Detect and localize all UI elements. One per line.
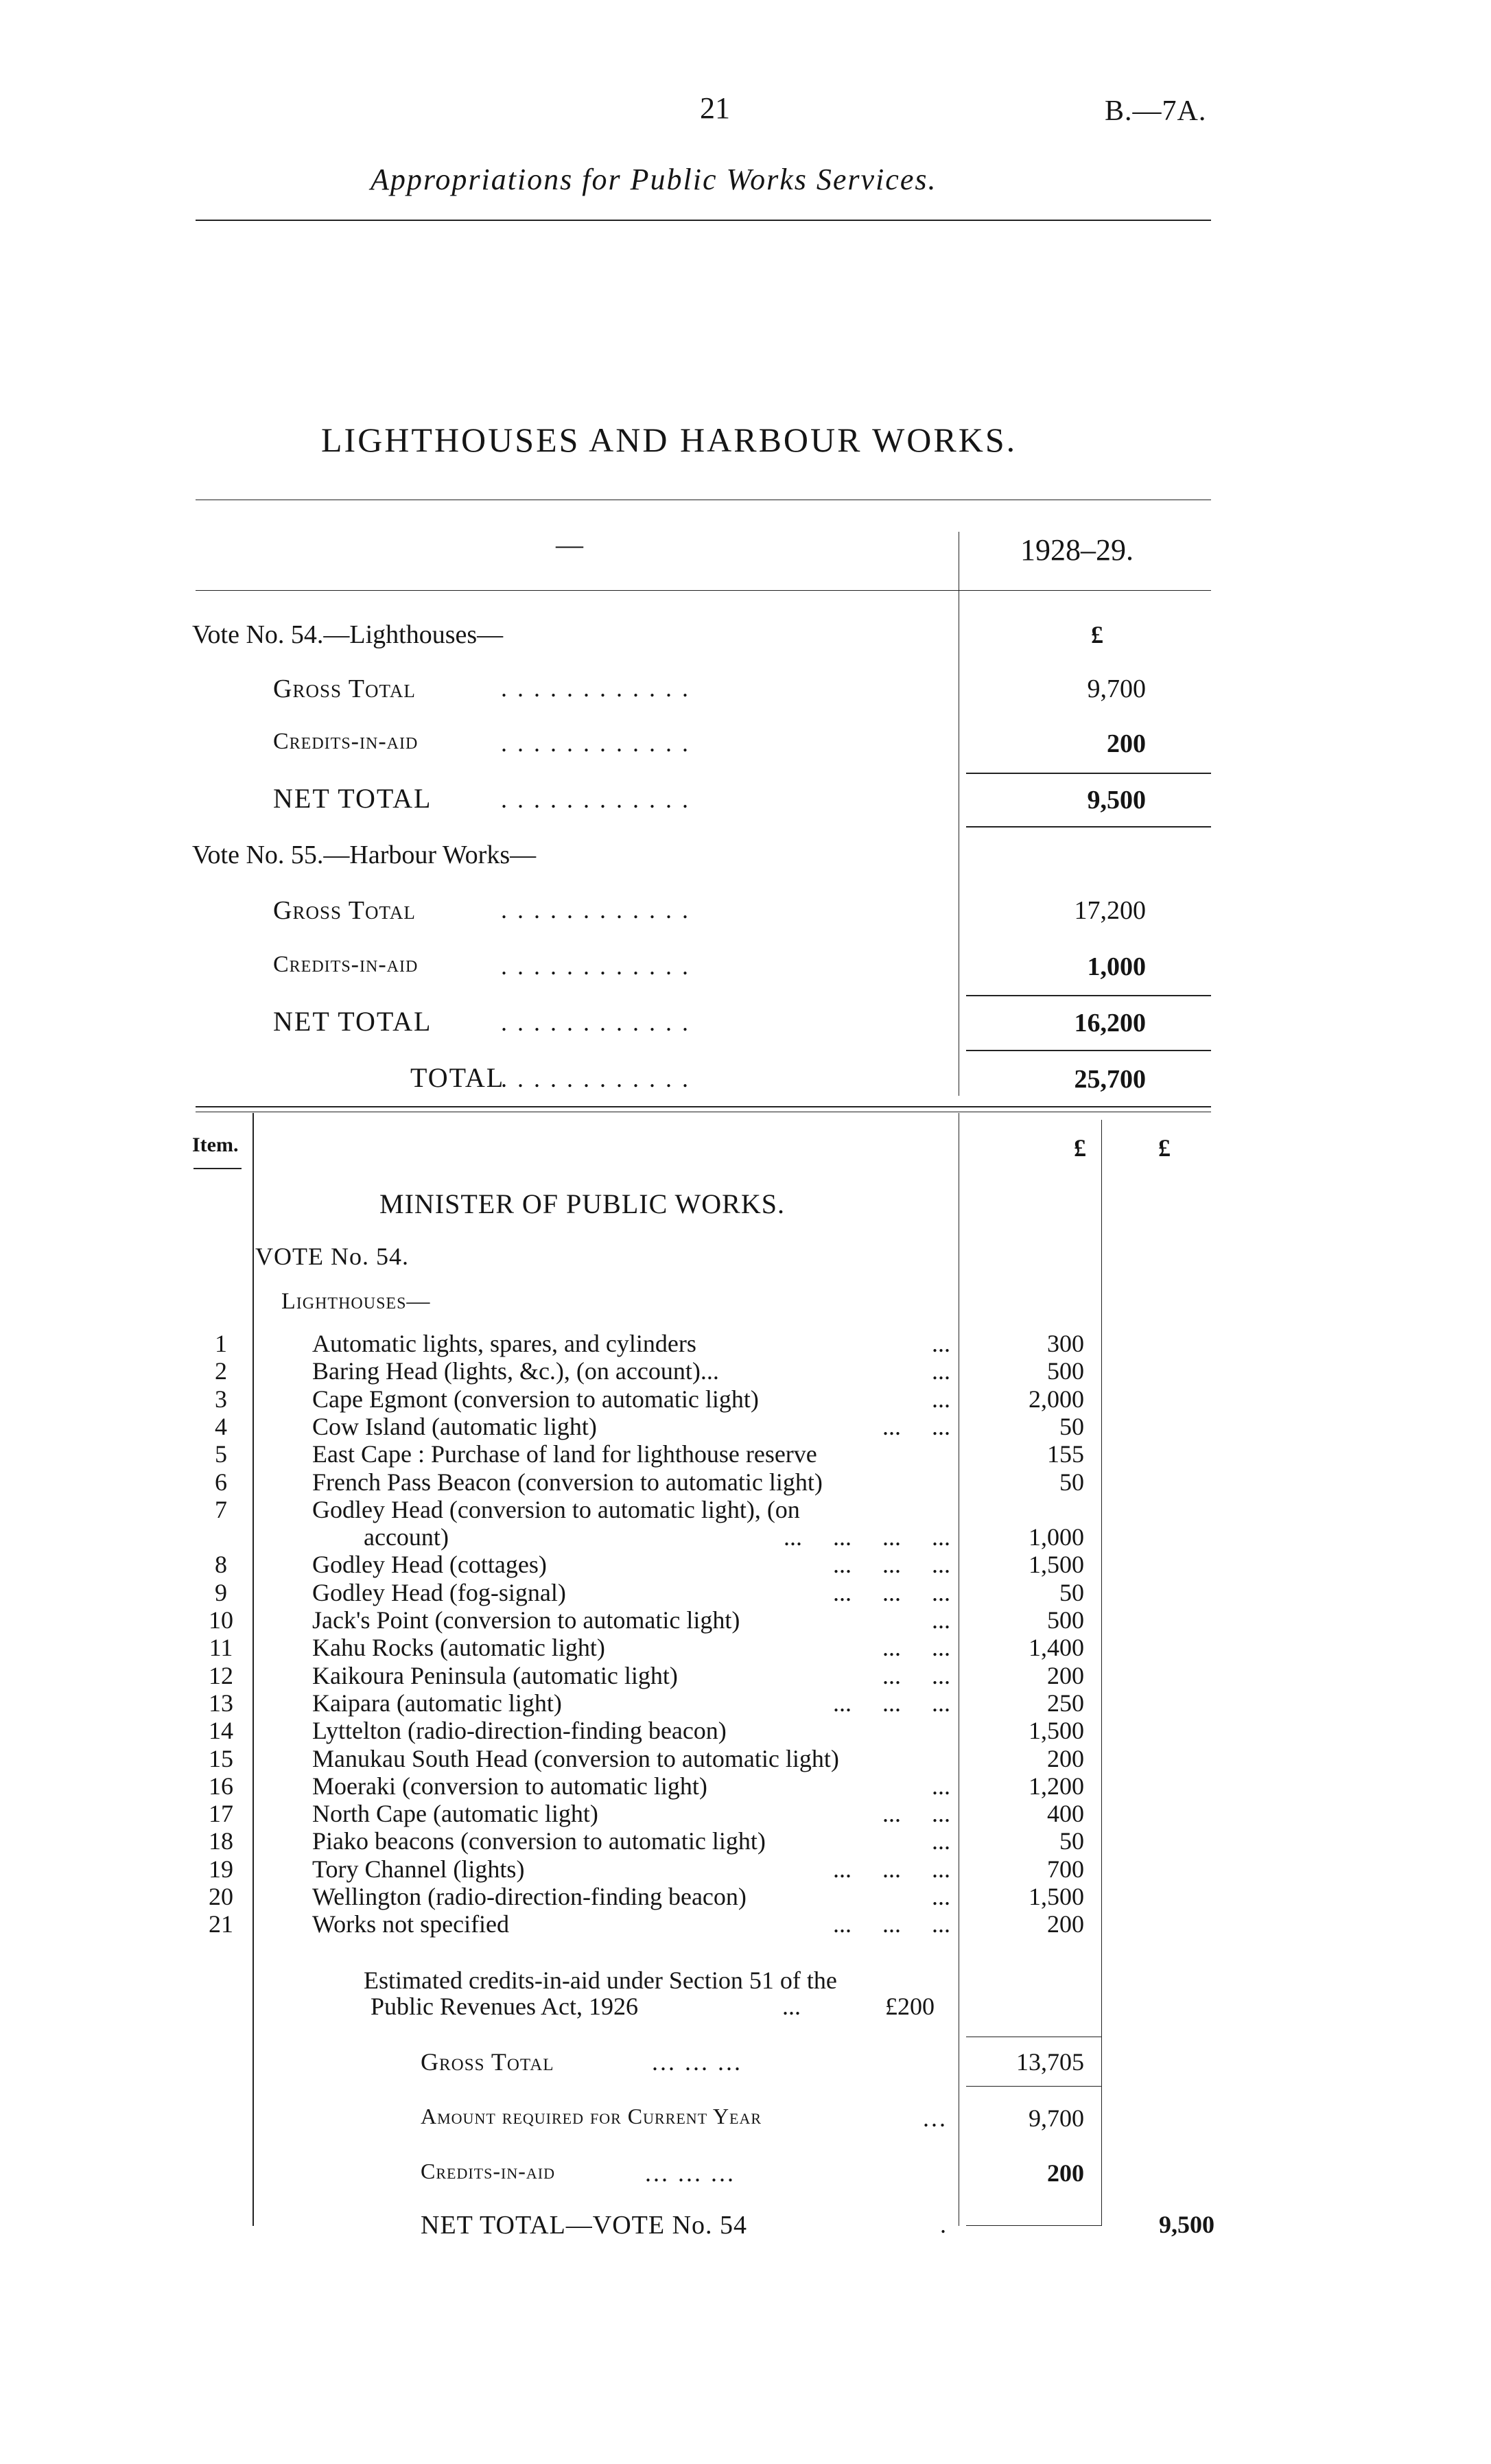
item-number: 19: [209, 1855, 233, 1883]
vote54-gross-label: Gross Total: [273, 674, 416, 703]
vote54-gross-value: 9,700: [1087, 674, 1146, 703]
item-number: 17: [209, 1800, 233, 1827]
required-label: Amount required for Current Year: [421, 2104, 762, 2128]
item-leader: ... ... ...: [833, 1551, 950, 1578]
item-leader: ... ... ...: [833, 1910, 950, 1938]
item-number: 5: [215, 1440, 227, 1468]
item-amount: 700: [1047, 1855, 1084, 1883]
item-description: Lyttelton (radio-direction-finding beacon): [312, 1717, 727, 1744]
item-number: 14: [209, 1717, 233, 1744]
item-amount: 1,500: [1029, 1717, 1084, 1744]
item-description: Cape Egmont (conversion to automatic light): [312, 1385, 759, 1413]
item-number: 8: [215, 1551, 227, 1578]
vote-heading: VOTE No. 54.: [255, 1243, 409, 1270]
item-leader: ...: [932, 1330, 950, 1357]
vote55-gross-label: Gross Total: [273, 896, 416, 925]
vote54-net-value: 9,500: [1087, 786, 1146, 814]
gross-total-leader: ... ... ...: [652, 2048, 742, 2076]
item-description: Works not specified: [312, 1910, 510, 1938]
item-leader: ... ... ...: [833, 1579, 950, 1606]
net-total-leader: .: [940, 2211, 946, 2238]
item-number: 12: [209, 1662, 233, 1689]
item-number: 2: [215, 1357, 227, 1385]
item-description: Wellington (radio-direction-finding beacon): [312, 1883, 747, 1910]
item-leader: ...: [932, 1357, 950, 1385]
leader: . . . . . . . . . . . .: [501, 896, 690, 924]
item-description: Kaipara (automatic light): [312, 1689, 562, 1717]
item-amount: 1,000: [1029, 1523, 1084, 1551]
summary-col-year: 1928–29.: [1020, 533, 1134, 567]
item-description: North Cape (automatic light): [312, 1800, 598, 1827]
vote55-net-value: 16,200: [1074, 1009, 1146, 1037]
credits-leader: ... ... ...: [645, 2159, 736, 2187]
item-leader: ... ... ...: [833, 1855, 950, 1883]
item-amount: 50: [1059, 1579, 1084, 1606]
item-amount: 200: [1047, 1662, 1084, 1689]
estimate-leader: ...: [782, 1993, 801, 2020]
item-leader: ... ...: [882, 1800, 950, 1827]
header-rule: [196, 220, 1211, 221]
item-description: Godley Head (conversion to automatic light), (on: [312, 1496, 800, 1523]
estimate-amount: £200: [885, 1993, 935, 2020]
rule: [966, 2225, 1101, 2226]
item-amount: 500: [1047, 1357, 1084, 1385]
leader: . . . . . . . . . . . .: [501, 729, 690, 757]
item-number: 11: [209, 1634, 233, 1661]
vote54-heading: Vote No. 54.—Lighthouses—: [192, 620, 504, 649]
rule: [966, 995, 1211, 996]
rule: [966, 1050, 1211, 1051]
item-number: 20: [209, 1883, 233, 1910]
total-currency: £: [1158, 1134, 1171, 1162]
item-description: Kahu Rocks (automatic light): [312, 1634, 605, 1661]
vote55-gross-value: 17,200: [1074, 896, 1146, 925]
gross-total-value: 13,705: [1016, 2048, 1084, 2076]
item-description: Godley Head (fog-signal): [312, 1579, 566, 1606]
item-leader: ...: [932, 1883, 950, 1910]
item-header-rule: [193, 1168, 242, 1169]
credits-value: 200: [1047, 2159, 1084, 2187]
item-description: Cow Island (automatic light): [312, 1413, 597, 1440]
vote55-heading: Vote No. 55.—Harbour Works—: [192, 841, 537, 869]
summary-currency: £: [1091, 621, 1103, 648]
item-description: Manukau South Head (conversion to automatic light): [312, 1745, 839, 1772]
page-number: 21: [700, 91, 730, 125]
item-column-divider: [253, 1113, 254, 2226]
leader: . . . . . . . . . . . .: [501, 1009, 690, 1036]
vote55-credits-value: 1,000: [1087, 952, 1146, 981]
gross-total-label: Gross Total: [421, 2048, 554, 2076]
running-title: Appropriations for Public Works Services.: [371, 163, 937, 196]
item-description: Jack's Point (conversion to automatic light): [312, 1606, 740, 1634]
item-amount: 50: [1059, 1413, 1084, 1440]
item-amount: 400: [1047, 1800, 1084, 1827]
item-number: 21: [209, 1910, 233, 1938]
item-number: 3: [215, 1385, 227, 1413]
lighthouses-subheading: Lighthouses—: [281, 1289, 431, 1314]
item-number: 4: [215, 1413, 227, 1440]
item-leader: ...: [932, 1385, 950, 1413]
item-amount: 1,500: [1029, 1551, 1084, 1578]
item-description: Moeraki (conversion to automatic light): [312, 1772, 707, 1800]
item-leader: ... ... ... ...: [784, 1523, 950, 1551]
document-reference: B.—7A.: [1105, 95, 1207, 127]
summary-col-dash: —: [556, 529, 583, 560]
credits-label: Credits-in-aid: [421, 2159, 555, 2183]
section-title: LIGHTHOUSES AND HARBOUR WORKS.: [321, 421, 1018, 459]
vote54-net-label: NET TOTAL: [273, 783, 432, 814]
item-description: Godley Head (cottages): [312, 1551, 547, 1578]
summary-header-rule: [196, 590, 1211, 591]
item-description: Automatic lights, spares, and cylinders: [312, 1330, 696, 1357]
minister-heading: MINISTER OF PUBLIC WORKS.: [379, 1188, 785, 1219]
item-amount: 155: [1047, 1440, 1084, 1468]
item-description: Piako beacons (conversion to automatic light): [312, 1827, 766, 1855]
item-description: Baring Head (lights, &c.), (on account)...: [312, 1357, 719, 1385]
leader: . . . . . . . . . . . .: [501, 952, 690, 980]
item-amount: 300: [1047, 1330, 1084, 1357]
item-description: Tory Channel (lights): [312, 1855, 525, 1883]
item-amount: 250: [1047, 1689, 1084, 1717]
vote54-credits-label: Credits-in-aid: [273, 729, 419, 754]
item-leader: ...: [932, 1827, 950, 1855]
estimate-line-1: Estimated credits-in-aid under Section 51 of the: [364, 1967, 837, 1994]
item-number: 9: [215, 1579, 227, 1606]
summary-total-value: 25,700: [1074, 1065, 1146, 1094]
item-leader: ...: [932, 1772, 950, 1800]
rule: [966, 773, 1211, 774]
amount-currency: £: [1074, 1134, 1086, 1162]
vote55-net-label: NET TOTAL: [273, 1006, 432, 1037]
item-amount: 50: [1059, 1827, 1084, 1855]
required-leader: ...: [923, 2104, 948, 2132]
item-amount: 1,400: [1029, 1634, 1084, 1661]
vote55-credits-label: Credits-in-aid: [273, 952, 419, 977]
item-description: account): [364, 1523, 449, 1551]
total-column-divider: [1101, 1120, 1102, 2226]
item-leader: ... ...: [882, 1662, 950, 1689]
leader: . . . . . . . . . . . .: [501, 674, 690, 702]
summary-total-label: TOTAL: [410, 1062, 505, 1093]
item-number: 1: [215, 1330, 227, 1357]
item-amount: 2,000: [1029, 1385, 1084, 1413]
leader: . . . . . . . . . . . .: [501, 786, 690, 813]
item-leader: ... ... ...: [833, 1689, 950, 1717]
item-description: Kaikoura Peninsula (automatic light): [312, 1662, 678, 1689]
item-number: 16: [209, 1772, 233, 1800]
item-leader: ... ...: [882, 1634, 950, 1661]
item-amount: 200: [1047, 1745, 1084, 1772]
vote54-credits-value: 200: [1107, 729, 1146, 758]
rule: [966, 826, 1211, 828]
item-number: 7: [215, 1496, 227, 1523]
summary-bottom-rule: [196, 1106, 1211, 1107]
item-leader: ...: [932, 1606, 950, 1634]
required-value: 9,700: [1029, 2104, 1084, 2132]
leader: . . . . . . . . . . . .: [501, 1065, 690, 1092]
item-number: 13: [209, 1689, 233, 1717]
item-number: 6: [215, 1468, 227, 1496]
item-description: French Pass Beacon (conversion to automatic light): [312, 1468, 823, 1496]
item-amount: 500: [1047, 1606, 1084, 1634]
item-number: 10: [209, 1606, 233, 1634]
net-total-value: 9,500: [1159, 2211, 1214, 2238]
item-column-header: Item.: [192, 1134, 239, 1156]
item-amount: 1,500: [1029, 1883, 1084, 1910]
item-leader: ... ...: [882, 1413, 950, 1440]
item-description: East Cape : Purchase of land for lighthouse reserve: [312, 1440, 817, 1468]
item-amount: 1,200: [1029, 1772, 1084, 1800]
net-total-label: NET TOTAL—VOTE No. 54: [421, 2211, 748, 2240]
item-number: 18: [209, 1827, 233, 1855]
rule: [966, 2086, 1101, 2087]
item-amount: 50: [1059, 1468, 1084, 1496]
item-number: 15: [209, 1745, 233, 1772]
item-amount: 200: [1047, 1910, 1084, 1938]
estimate-line-2: Public Revenues Act, 1926: [371, 1993, 638, 2020]
